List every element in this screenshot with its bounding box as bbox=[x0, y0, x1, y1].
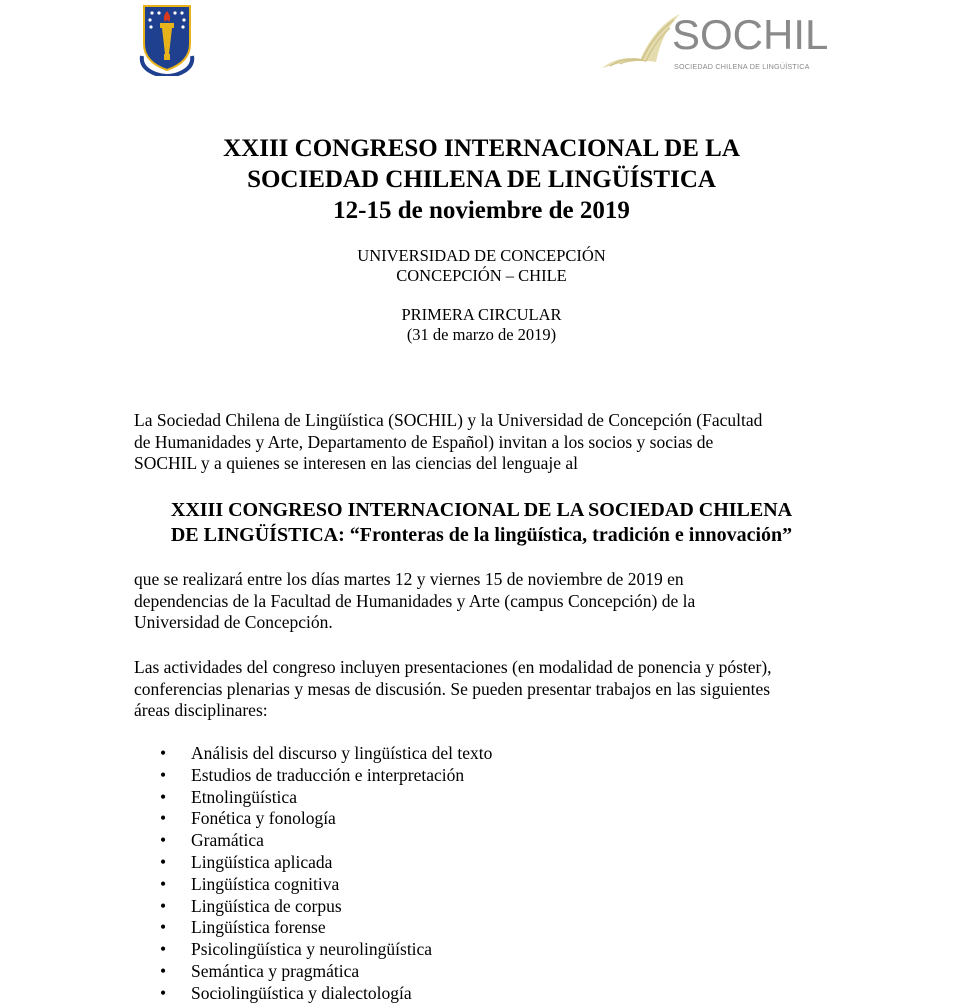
circular-title: PRIMERA CIRCULAR bbox=[401, 305, 562, 324]
intro-line: de Humanidades y Arte, Departamento de Español) invitan a los socios y socias de bbox=[134, 431, 714, 452]
area-label: Lingüística de corpus bbox=[191, 895, 342, 916]
bullet-icon: • bbox=[160, 939, 167, 960]
circular-date: (31 de marzo de 2019) bbox=[406, 325, 557, 344]
list-item bbox=[160, 852, 492, 874]
dates-line: dependencias de la Facultad de Humanidades y Arte (campus Concepción) de la bbox=[134, 590, 696, 611]
sochil-wordmark: SOCHIL bbox=[672, 11, 829, 58]
title-dates: 12-15 de noviembre de 2019 bbox=[333, 197, 630, 224]
open-book-icon bbox=[600, 6, 680, 74]
list-item bbox=[160, 983, 492, 1005]
area-label: Lingüística aplicada bbox=[191, 851, 333, 872]
venue-block bbox=[0, 246, 963, 286]
area-label: Gramática bbox=[191, 830, 264, 851]
list-item bbox=[160, 787, 492, 809]
list-item bbox=[160, 939, 492, 961]
list-item bbox=[160, 961, 492, 983]
bullet-icon: • bbox=[160, 743, 167, 763]
bullet-icon: • bbox=[160, 895, 167, 916]
bullet-icon: • bbox=[160, 960, 167, 981]
activities-paragraph bbox=[134, 657, 834, 722]
title-line-1: XXIII CONGRESO INTERNACIONAL DE LA bbox=[223, 135, 740, 162]
congress-heading bbox=[0, 498, 963, 548]
area-label: Estudios de traducción e interpretación bbox=[191, 764, 465, 785]
list-item bbox=[160, 917, 492, 939]
list-item bbox=[160, 896, 492, 918]
activities-line: Las actividades del congreso incluyen presentaciones (en modalidad de ponencia y póster), bbox=[134, 657, 772, 677]
crest-icon bbox=[136, 4, 198, 76]
bullet-icon: • bbox=[160, 786, 167, 807]
bullet-icon: • bbox=[160, 982, 167, 1003]
list-item bbox=[160, 830, 492, 852]
congress-heading-line: XXIII CONGRESO INTERNACIONAL DE LA SOCIEDAD CHILENA bbox=[170, 499, 793, 521]
areas-list bbox=[160, 743, 492, 1005]
area-label: Lingüística cognitiva bbox=[191, 873, 340, 894]
list-item bbox=[160, 808, 492, 830]
bullet-icon: • bbox=[160, 830, 167, 851]
list-item bbox=[160, 743, 492, 765]
bullet-icon: • bbox=[160, 873, 167, 894]
area-label: Análisis del discurso y lingüística del texto bbox=[191, 743, 493, 763]
page-title bbox=[0, 133, 963, 226]
list-item bbox=[160, 874, 492, 896]
intro-line: SOCHIL y a quienes se interesen en las ciencias del lenguaje al bbox=[134, 453, 578, 473]
intro-line: La Sociedad Chilena de Lingüística (SOCHIL) y la Universidad de Concepción (Facultad bbox=[134, 410, 763, 430]
venue-city: CONCEPCIÓN – CHILE bbox=[396, 266, 567, 285]
dates-line: Universidad de Concepción. bbox=[134, 612, 333, 632]
bullet-icon: • bbox=[160, 764, 167, 785]
bullet-icon: • bbox=[160, 917, 167, 938]
bullet-icon: • bbox=[160, 808, 167, 829]
university-crest-logo bbox=[136, 4, 198, 76]
title-line-2: SOCIEDAD CHILENA DE LINGÜÍSTICA bbox=[247, 166, 716, 193]
dates-line: que se realizará entre los días martes 12 y viernes 15 de noviembre de 2019 en bbox=[134, 569, 684, 589]
intro-paragraph bbox=[134, 410, 834, 475]
activities-line: conferencias plenarias y mesas de discusión. Se pueden presentar trabajos en las siguientes bbox=[134, 678, 771, 699]
area-label: Psicolingüística y neurolingüística bbox=[191, 939, 433, 960]
circular-block bbox=[0, 305, 963, 345]
activities-line: áreas disciplinares: bbox=[134, 700, 268, 720]
bullet-icon: • bbox=[160, 851, 167, 872]
area-label: Fonética y fonología bbox=[191, 808, 336, 829]
congress-heading-line: DE LINGÜÍSTICA: “Fronteras de la lingüística, tradición e innovación” bbox=[170, 524, 793, 546]
venue-university: UNIVERSIDAD DE CONCEPCIÓN bbox=[357, 246, 606, 265]
area-label: Sociolingüística y dialectología bbox=[191, 982, 412, 1003]
area-label: Etnolingüística bbox=[191, 786, 297, 807]
area-label: Lingüística forense bbox=[191, 917, 326, 938]
area-label: Semántica y pragmática bbox=[191, 960, 360, 981]
list-item bbox=[160, 765, 492, 787]
sochil-tagline: SOCIEDAD CHILENA DE LINGÜÍSTICA bbox=[674, 62, 810, 71]
sochil-logo bbox=[600, 6, 829, 74]
dates-paragraph bbox=[134, 569, 834, 634]
